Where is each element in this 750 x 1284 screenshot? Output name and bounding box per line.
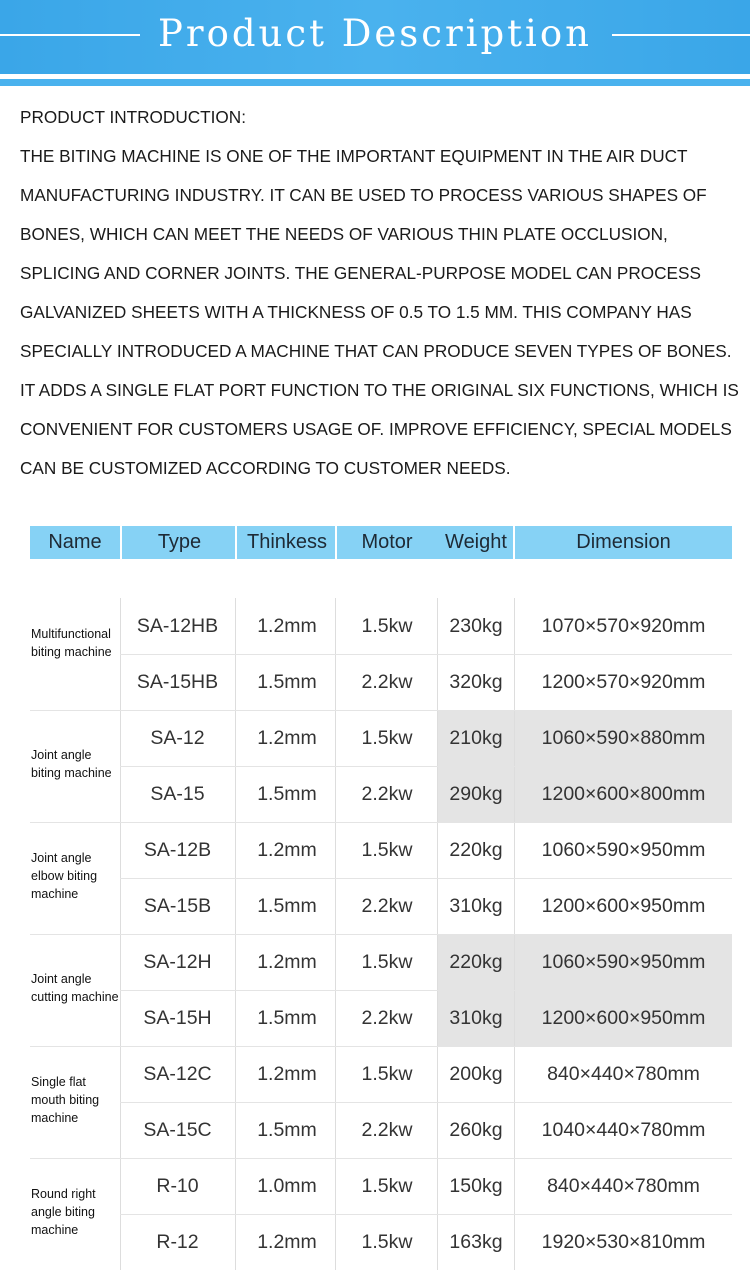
cell-weight: 320kg [449, 671, 503, 693]
header-motor: Motor [361, 531, 413, 553]
cell-type: SA-12H [143, 951, 212, 973]
cell-motor: 2.2kw [361, 783, 413, 805]
header-type: Type [157, 531, 202, 553]
cell-thickness: 1.5mm [257, 1119, 317, 1141]
cell-dimension: 1060×590×880mm [541, 727, 706, 749]
cell-type: R-12 [156, 1231, 199, 1253]
cell-dimension: 840×440×780mm [547, 1063, 700, 1085]
cell-thickness: 1.2mm [257, 951, 317, 973]
cell-thickness: 1.5mm [257, 1007, 317, 1029]
cell-dimension: 1200×600×950mm [541, 895, 706, 917]
cell-weight: 310kg [449, 1007, 503, 1029]
cell-motor: 2.2kw [361, 1119, 413, 1141]
cell-dimension: 1920×530×810mm [541, 1231, 706, 1253]
cell-thickness: 1.5mm [257, 783, 317, 805]
machine-name: Joint angle cutting machine [31, 972, 119, 1004]
intro-body: THE BITING MACHINE IS ONE OF THE IMPORTANT EQUIPMENT IN THE AIR DUCT MANUFACTURING INDUSTRY. IT CAN BE USED TO PROCESS VARIOUS SHAPES OF BONES, WHICH CAN MEET THE NEEDS OF VARIOUS THIN PLATE OCCLUSION, SPLICING AND CORNER JOINTS. THE GENERAL-PURPOSE MODEL CAN PROCESS GALVANIZED SHEETS WITH A THICKNESS OF 0.5 TO 1.5 MM. THIS COMPANY HAS SPECIALLY INTRODUCED A MACHINE THAT CAN PRODUCE SEVEN TYPES OF BONES. IT ADDS A SINGLE FLAT PORT FUNCTION TO THE ORIGINAL SIX FUNCTIONS, WHICH IS CONVENIENT FOR CUSTOMERS USAGE OF. IMPROVE EFFICIENCY, SPECIAL MODELS CAN BE CUSTOMIZED ACCORDING TO CUSTOMER NEEDS. [20, 146, 739, 478]
page-title: Product Description [157, 12, 592, 55]
cell-weight: 163kg [449, 1231, 503, 1253]
cell-dimension: 1200×600×950mm [541, 1007, 706, 1029]
cell-motor: 1.5kw [361, 1231, 413, 1253]
cell-type: SA-15B [143, 895, 212, 917]
cell-motor: 2.2kw [361, 671, 413, 693]
machine-name: Round right angle biting machine [31, 1187, 96, 1237]
cell-weight: 150kg [449, 1175, 503, 1197]
cell-thickness: 1.5mm [257, 671, 317, 693]
machine-name: Joint angle biting machine [31, 748, 112, 780]
header-divider [120, 526, 122, 559]
cell-dimension: 1060×590×950mm [541, 951, 706, 973]
banner-underline [0, 79, 750, 86]
cell-thickness: 1.2mm [257, 1231, 317, 1253]
cell-weight: 260kg [449, 1119, 503, 1141]
cell-motor: 1.5kw [361, 727, 413, 749]
machine-name: Joint angle elbow biting machine [31, 851, 98, 901]
cell-thickness: 1.5mm [257, 895, 317, 917]
header-thickness: Thinkess [246, 531, 328, 553]
cell-dimension: 1060×590×950mm [541, 839, 706, 861]
cell-dimension: 1070×570×920mm [541, 615, 706, 637]
cell-dimension: 840×440×780mm [547, 1175, 700, 1197]
product-introduction [20, 98, 745, 488]
header-divider [235, 526, 237, 559]
cell-type: SA-12HB [136, 615, 219, 637]
cell-type: SA-12B [143, 839, 212, 861]
cell-motor: 2.2kw [361, 895, 413, 917]
cell-dimension: 1200×570×920mm [541, 671, 706, 693]
cell-thickness: 1.2mm [257, 727, 317, 749]
cell-motor: 1.5kw [361, 951, 413, 973]
header-weight: Weight [445, 531, 507, 553]
machine-name: Single flat mouth biting machine [31, 1075, 100, 1125]
cell-type: SA-15C [143, 1119, 212, 1141]
cell-dimension: 1040×440×780mm [541, 1119, 706, 1141]
header-divider [513, 526, 515, 559]
cell-motor: 1.5kw [361, 615, 413, 637]
cell-weight: 310kg [449, 895, 503, 917]
cell-motor: 1.5kw [361, 839, 413, 861]
cell-motor: 1.5kw [361, 1063, 413, 1085]
cell-thickness: 1.2mm [257, 1063, 317, 1085]
cell-type: SA-12 [150, 727, 205, 749]
cell-weight: 220kg [449, 951, 503, 973]
header-name: Name [48, 531, 102, 553]
cell-motor: 2.2kw [361, 1007, 413, 1029]
cell-type: SA-12C [143, 1063, 212, 1085]
cell-weight: 220kg [449, 839, 503, 861]
cell-weight: 200kg [449, 1063, 503, 1085]
machine-name: Multifunctional biting machine [31, 627, 112, 659]
cell-weight: 210kg [449, 727, 503, 749]
cell-type: SA-15HB [136, 671, 219, 693]
header-dimension: Dimension [576, 531, 671, 553]
cell-dimension: 1200×600×800mm [541, 783, 706, 805]
header-divider [335, 526, 337, 559]
cell-thickness: 1.2mm [257, 839, 317, 861]
intro-heading: PRODUCT INTRODUCTION: [20, 107, 246, 127]
cell-thickness: 1.2mm [257, 615, 317, 637]
cell-thickness: 1.0mm [257, 1175, 317, 1197]
cell-weight: 230kg [449, 615, 503, 637]
cell-type: SA-15 [150, 783, 205, 805]
cell-type: SA-15H [143, 1007, 212, 1029]
cell-type: R-10 [156, 1175, 199, 1197]
cell-weight: 290kg [449, 783, 503, 805]
cell-motor: 1.5kw [361, 1175, 413, 1197]
